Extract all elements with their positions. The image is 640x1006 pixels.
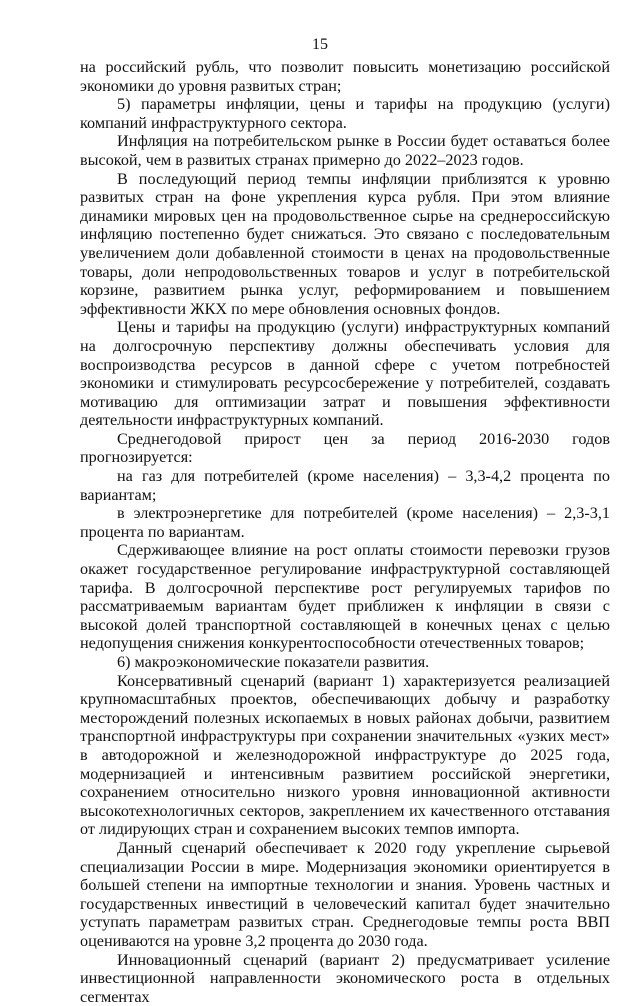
paragraph-subsequent-period: В последующий период темпы инфляции приблизятся к уровню развитых стран на фоне укрепления курса рубля. При этом влияние динамики мировых цен на продовольственное сырье на среднероссийскую инфляцию постепенно будет снижаться. Это связано с последовательным увеличением доли добавленной стоимости в ценах на продовольственные товары, доли непродовольственных товаров и услуг в потребительской корзине, развитием рынка услуг, реформированием и повышением эффективности ЖКХ по мере обновления основных фондов. xyxy=(80,170,610,319)
paragraph-conservative-scenario: Консервативный сценарий (вариант 1) характеризуется реализацией крупномасштабных проектов, обеспечивающих добычу и разработку месторождений полезных ископаемых в новых районах добычи, развитием транспортной инфраструктуры при сохранении значительных «узких мест» в автодорожной и железнодорожной инфраструктуре до 2025 года, модернизацией и интенсивным развитием российской энергетики, сохранением относительно низкого уровня инновационной активности высокотехнологичных секторов, закреплением их качественного отставания от лидирующих стран и сохранением высоких темпов импорта. xyxy=(80,672,610,839)
paragraph-infrastructure-tariffs: Цены и тарифы на продукцию (услуги) инфраструктурных компаний на долгосрочную перспективу должны обеспечивать условия для воспроизводства ресурсов в данной сфере с учетом потребностей экономики и стимулировать ресурсосбережение у потребителей, создавать мотивацию для оптимизации затрат и повышения эффективности деятельности инфраструктурных компаний. xyxy=(80,318,610,430)
paragraph-innovation-scenario: Инновационный сценарий (вариант 2) предусматривает усиление инвестиционной направленности экономического роста в отдельных сегментах xyxy=(80,951,610,1006)
paragraph-inflation: Инфляция на потребительском рынке в России будет оставаться более высокой, чем в развитых странах примерно до 2022–2023 годов. xyxy=(80,132,610,169)
paragraph-electricity: в электроэнергетике для потребителей (кроме населения) – 2,3-3,1 процента по вариантам. xyxy=(80,504,610,541)
document-body xyxy=(80,58,610,1006)
paragraph-item-5: 5) параметры инфляции, цены и тарифы на продукцию (услуги) компаний инфраструктурного сектора. xyxy=(80,95,610,132)
paragraph-freight: Сдерживающее влияние на рост оплаты стоимости перевозки грузов окажет государственное регулирование инфраструктурной составляющей тарифа. В долгосрочной перспективе рост регулируемых тарифов по рассматриваемым вариантам будет приближен к инфляции в связи с высокой долей транспортной составляющей в конечных ценах с целью недопущения снижения конкурентоспособности отечественных товаров; xyxy=(80,541,610,653)
paragraph-continuation: на российский рубль, что позволит повысить монетизацию российской экономики до уровня развитых стран; xyxy=(80,58,610,95)
paragraph-price-growth: Среднегодовой прирост цен за период 2016-2030 годов прогнозируется: xyxy=(80,430,610,467)
paragraph-item-6: 6) макроэкономические показатели развития. xyxy=(80,653,610,672)
paragraph-scenario-effects: Данный сценарий обеспечивает к 2020 году укрепление сырьевой специализации России в мире. Модернизация экономики ориентируется в большей степени на импортные технологии и знания. Уровень частных и государственных инвестиций в человеческий капитал будет значительно уступать параметрам развитых стран. Среднегодовые темпы роста ВВП оцениваются на уровне 3,2 процента до 2030 года. xyxy=(80,839,610,951)
page-number: 15 xyxy=(0,36,640,54)
paragraph-gas: на газ для потребителей (кроме населения) – 3,3-4,2 процента по вариантам; xyxy=(80,467,610,504)
